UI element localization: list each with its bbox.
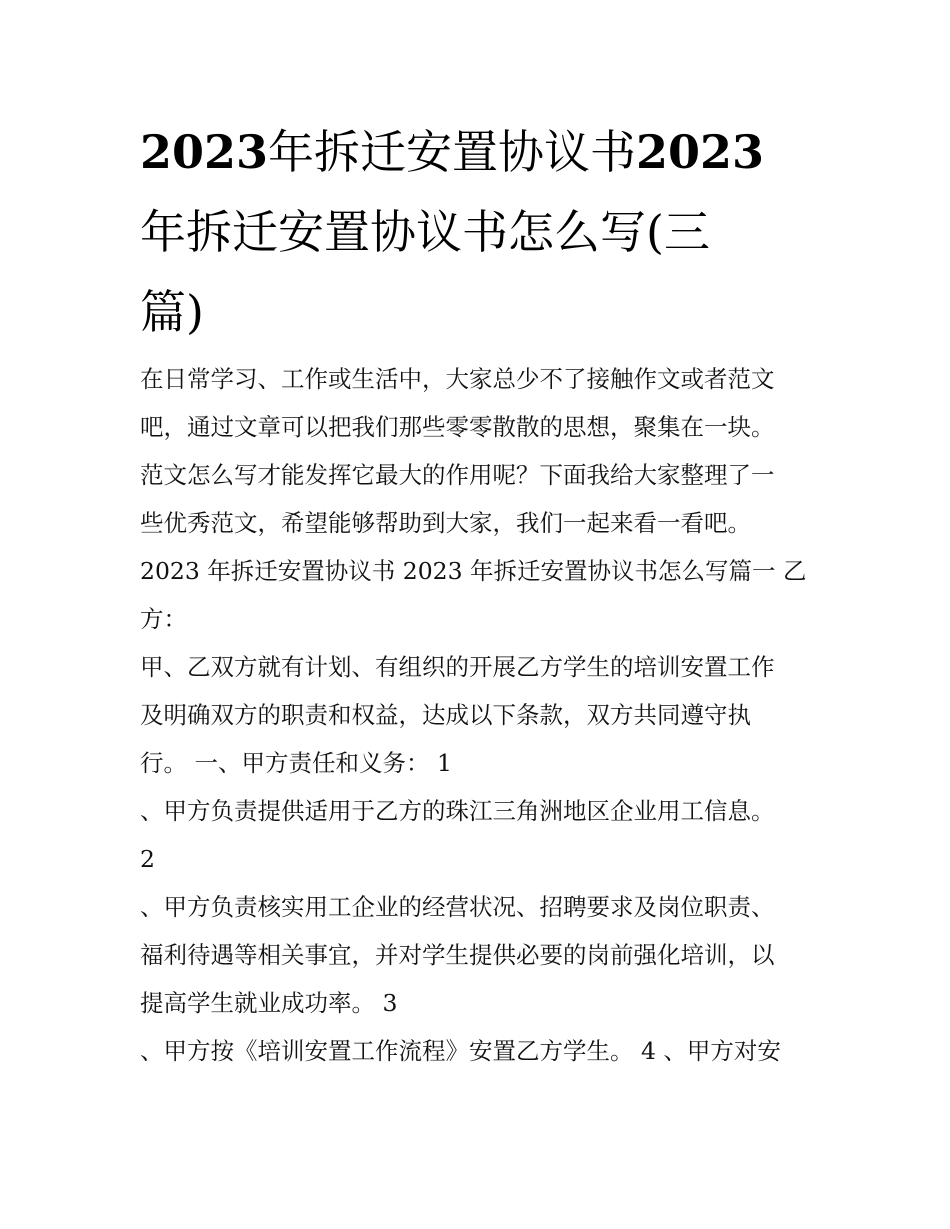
body-line: 甲、乙双方就有计划、有组织的开展乙方学生的培训安置工作: [140, 653, 775, 681]
body-line: 方：: [140, 605, 187, 633]
body-line: 行。 一、甲方责任和义务： 1: [140, 749, 452, 777]
document-body: [140, 355, 830, 1075]
body-line: 2023 年拆迁安置协议书 2023 年拆迁安置协议书怎么写篇一 乙: [140, 557, 807, 585]
title-year-2: 2023: [636, 125, 765, 179]
body-line: 、甲方负责提供适用于乙方的珠江三角洲地区企业用工信息。: [140, 797, 775, 825]
body-line: 、甲方按《培训安置工作流程》安置乙方学生。 4 、甲方对安: [140, 1037, 781, 1065]
body-line: 及明确双方的职责和权益，达成以下条款，双方共同遵守执: [140, 701, 751, 729]
body-line: 提高学生就业成功率。 3: [140, 989, 398, 1017]
body-line: 吧，通过文章可以把我们那些零零散散的思想，聚集在一块。: [140, 413, 775, 441]
title-text-1: 年拆迁安置协议书: [268, 125, 637, 179]
body-line: 范文怎么写才能发挥它最大的作用呢？下面我给大家整理了一: [140, 461, 775, 489]
title-line-2: 年拆迁安置协议书怎么写(三: [140, 205, 710, 259]
body-line: 、甲方负责核实用工企业的经营状况、招聘要求及岗位职责、: [140, 893, 775, 921]
title-line-3: 篇): [140, 285, 204, 339]
body-line: 2: [140, 845, 155, 873]
body-line: 在日常学习、工作或生活中，大家总少不了接触作文或者范文: [140, 365, 775, 393]
title-line-1: [140, 112, 820, 192]
body-line: 些优秀范文，希望能够帮助到大家，我们一起来看一看吧。: [140, 509, 751, 537]
body-line: 福利待遇等相关事宜，并对学生提供必要的岗前强化培训，以: [140, 941, 775, 969]
document-title: [140, 112, 820, 352]
title-year-1: 2023: [140, 125, 269, 179]
